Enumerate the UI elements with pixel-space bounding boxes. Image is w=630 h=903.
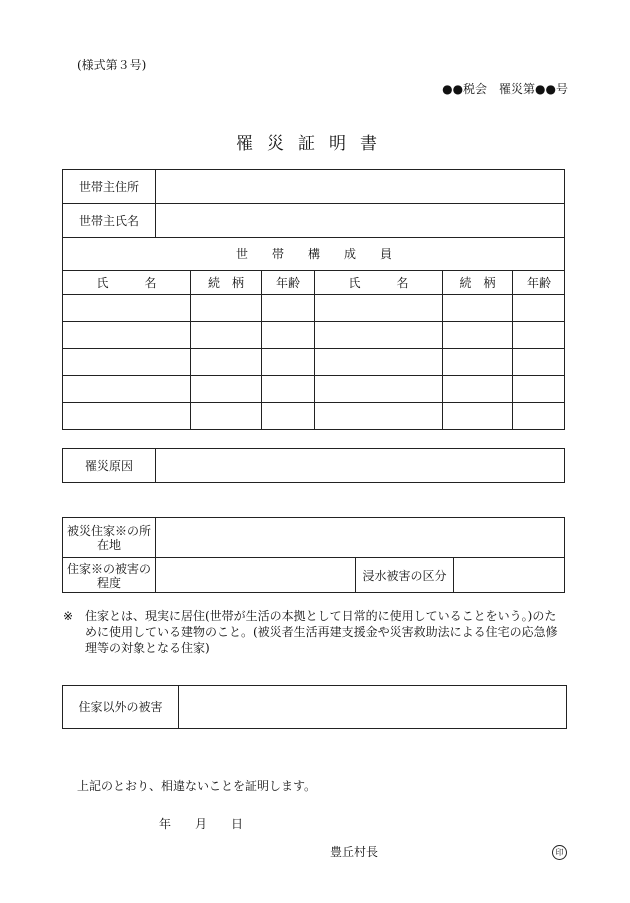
member-cell[interactable] — [513, 403, 565, 429]
member-cell[interactable] — [262, 376, 314, 402]
household-name-label: 世帯主氏名 — [78, 213, 139, 228]
member-cell[interactable] — [63, 376, 190, 402]
col-name-2: 氏 名 — [348, 275, 409, 290]
member-cell[interactable] — [443, 322, 512, 348]
member-cell[interactable] — [63, 349, 190, 375]
member-cell[interactable] — [191, 349, 261, 375]
note-mark: ※ — [63, 609, 74, 623]
degree-field[interactable] — [162, 558, 352, 593]
other-damage-label: 住家以外の被害 — [78, 700, 163, 714]
household-address-label: 世帯主住所 — [78, 179, 139, 194]
member-cell[interactable] — [63, 295, 190, 321]
member-cell[interactable] — [262, 322, 314, 348]
cause-label: 罹災原因 — [84, 458, 133, 473]
member-cell[interactable] — [191, 295, 261, 321]
member-cell[interactable] — [513, 376, 565, 402]
member-cell[interactable] — [191, 403, 261, 429]
flood-label: 浸水被害の区分 — [362, 568, 447, 583]
member-cell[interactable] — [262, 295, 314, 321]
member-cell[interactable] — [315, 322, 442, 348]
members-section-label: 世 帯 構 成 員 — [235, 247, 392, 261]
member-cell[interactable] — [315, 349, 442, 375]
location-field[interactable] — [162, 518, 562, 557]
location-label: 被災住家※の所在地 — [66, 523, 151, 552]
col-age-2: 年齢 — [526, 275, 551, 290]
member-cell[interactable] — [191, 376, 261, 402]
other-damage-field[interactable] — [185, 686, 563, 728]
member-cell[interactable] — [315, 376, 442, 402]
member-cell[interactable] — [513, 295, 565, 321]
col-age-1: 年齢 — [275, 275, 300, 290]
signer-title: 豊丘村長 — [330, 845, 379, 859]
member-cell[interactable] — [443, 376, 512, 402]
form-number: (様式第３号) — [77, 58, 147, 72]
member-cell[interactable] — [63, 403, 190, 429]
note-text: 住家とは、現実に居住(世帯が生活の本拠として日常的に使用していることをいう。)のために使用している建物のこと。(被災者生活再建支援金や災害救助法による住宅の応急修理等の対象となる住家) — [85, 609, 558, 655]
col-relation-1: 続 柄 — [207, 275, 244, 290]
col-name-1: 氏 名 — [96, 275, 157, 290]
member-cell[interactable] — [262, 349, 314, 375]
member-cell[interactable] — [262, 403, 314, 429]
col-relation-2: 続 柄 — [459, 275, 496, 290]
member-cell[interactable] — [443, 295, 512, 321]
member-cell[interactable] — [443, 403, 512, 429]
flood-field[interactable] — [458, 558, 562, 593]
degree-label: 住家※の被害の程度 — [66, 561, 151, 590]
document-reference: ●●税会 罹災第●●号 — [442, 82, 568, 96]
member-cell[interactable] — [443, 349, 512, 375]
household-name-field[interactable] — [162, 204, 562, 237]
member-cell[interactable] — [191, 322, 261, 348]
date-line: 年 月 日 — [159, 817, 244, 831]
certification-text: 上記のとおり、相違ないことを証明します。 — [77, 779, 317, 793]
member-cell[interactable] — [63, 322, 190, 348]
seal-mark: 印 — [552, 845, 567, 860]
member-cell[interactable] — [513, 322, 565, 348]
member-cell[interactable] — [513, 349, 565, 375]
page-title: 罹災証明書 — [236, 134, 391, 154]
member-cell[interactable] — [315, 403, 442, 429]
member-cell[interactable] — [315, 295, 442, 321]
household-address-field[interactable] — [162, 170, 562, 203]
cause-field[interactable] — [162, 449, 562, 482]
